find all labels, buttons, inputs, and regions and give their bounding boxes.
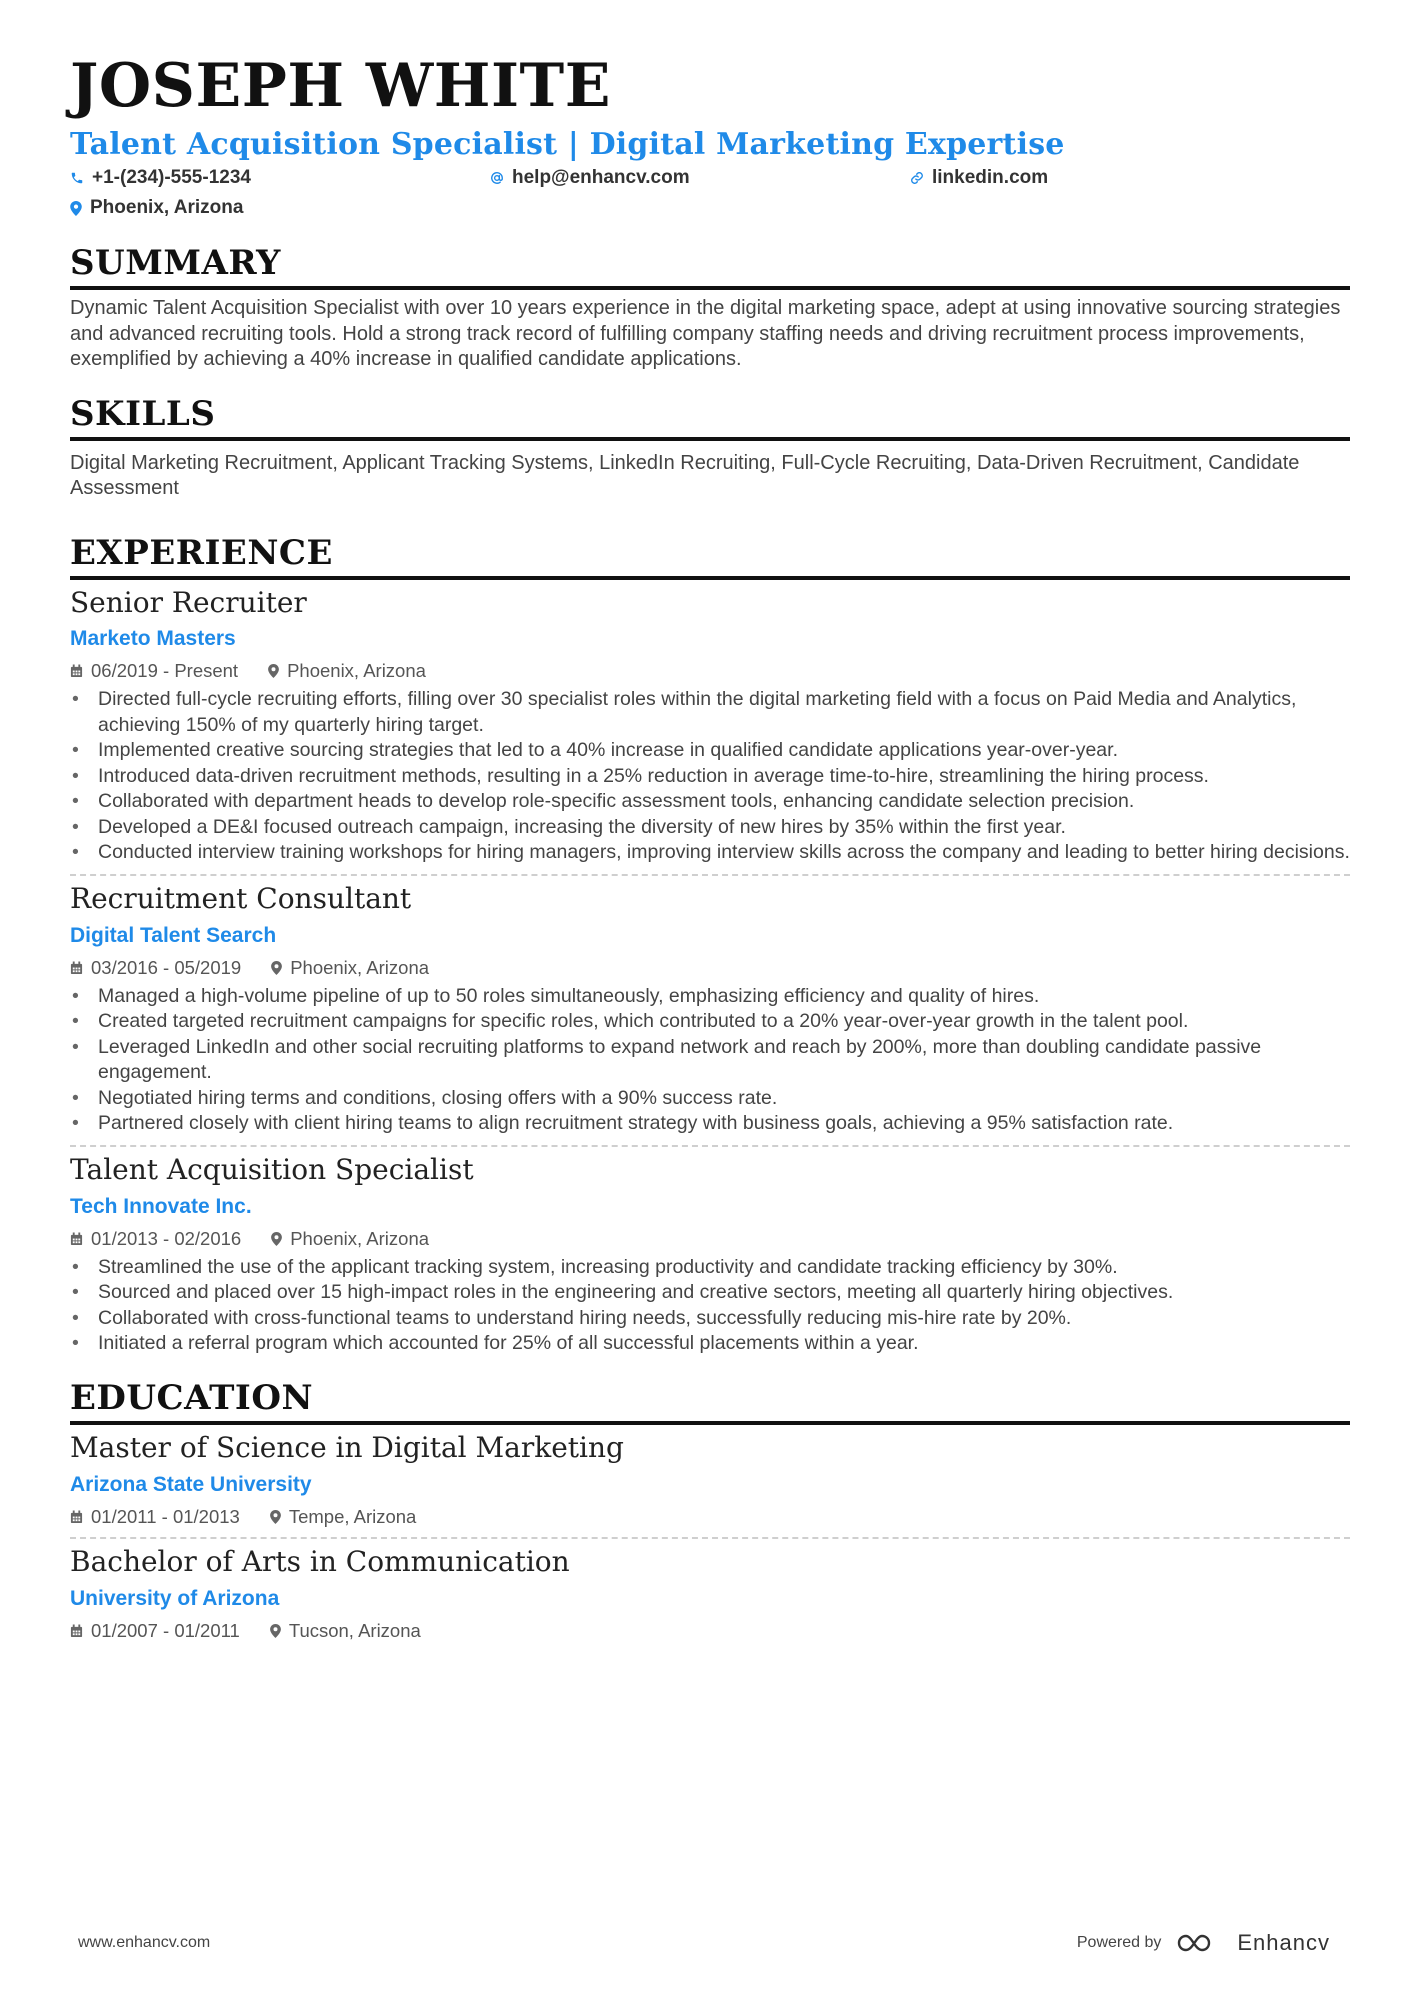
skills-text: Digital Marketing Recruitment, Applicant Tracking Systems, LinkedIn Recruiting, Full-Cycle Recruiting, Data-Driven Recruitment, Candidate Assessment	[70, 451, 1300, 499]
date-item	[70, 660, 238, 682]
skills-section	[70, 393, 1350, 502]
job-bullet: • Developed a DE&I focused outreach campaign, increasing the diversity of new hires by 35% within the first year.	[70, 815, 1350, 841]
date-range: 01/2007 - 01/2011	[91, 1619, 240, 1641]
summary-section	[70, 243, 1350, 373]
education-heading: EDUCATION	[70, 1381, 1350, 1425]
job-bullet: • Created targeted recruitment campaigns for specific roles, which contributed to a 20% year-over-year growth in the talent pool.	[70, 1009, 1350, 1035]
job-bullet: • Initiated a referral program which accounted for 25% of all successful placements within a year.	[70, 1331, 1350, 1357]
education-list	[70, 1430, 1350, 1643]
experience-entry	[70, 881, 1350, 1147]
entry-divider	[70, 1537, 1350, 1539]
calendar-icon	[70, 961, 83, 975]
job-company: Tech Innovate Inc.	[70, 1194, 252, 1218]
location-pin-icon	[270, 1624, 281, 1638]
at-icon	[490, 171, 504, 185]
job-role: Talent Acquisition Specialist	[70, 1152, 474, 1186]
meta-row	[70, 659, 1350, 683]
entry-location: Phoenix, Arizona	[290, 1227, 430, 1249]
meta-row	[70, 1505, 1350, 1529]
job-company: Marketo Masters	[70, 627, 236, 651]
calendar-icon	[70, 1624, 83, 1638]
calendar-icon	[70, 1232, 83, 1246]
experience-entry	[70, 1152, 1350, 1357]
degree-title: Master of Science in Digital Marketing	[70, 1430, 624, 1464]
experience-section	[70, 532, 1350, 1357]
link-icon	[910, 171, 924, 185]
location-item	[268, 660, 426, 682]
job-role: Senior Recruiter	[70, 585, 307, 619]
job-bullets	[70, 687, 1350, 866]
meta-row	[70, 1227, 1350, 1251]
location-pin-icon	[70, 201, 82, 216]
powered-by-label: Powered by	[1076, 1934, 1162, 1951]
location-pin-icon	[271, 961, 282, 975]
job-bullets	[70, 1255, 1350, 1357]
school-name: University of Arizona	[70, 1586, 280, 1610]
experience-entry	[70, 585, 1350, 876]
location-text: Phoenix, Arizona	[90, 197, 244, 218]
job-bullet: • Sourced and placed over 15 high-impact roles in the engineering and creative sectors, meeting all quarterly hiring objectives.	[70, 1280, 1350, 1306]
resume-page	[70, 51, 1350, 1643]
location-pin-icon	[268, 664, 279, 678]
education-section	[70, 1377, 1350, 1643]
date-range: 06/2019 - Present	[91, 660, 239, 682]
entry-location: Tucson, Arizona	[288, 1619, 421, 1641]
location-item	[270, 1506, 417, 1528]
job-role: Recruitment Consultant	[70, 881, 412, 915]
website-text: linkedin.com	[932, 167, 1049, 188]
entry-location: Phoenix, Arizona	[287, 660, 426, 682]
summary-text: Dynamic Talent Acquisition Specialist with over 10 years experience in the digital marketing space, adept at using innovative sourcing strategies and advanced recruiting tools. Hold a strong track record of fulfilling company staffing needs and driving recruitment process improvements, exemplified by achieving a 40% increase in qualified candidate applications.	[70, 297, 1341, 370]
contact-location	[70, 196, 490, 220]
page-footer	[78, 1930, 1330, 1956]
summary-heading: SUMMARY	[70, 246, 1350, 290]
brand-block	[1077, 1930, 1330, 1956]
date-item	[70, 1620, 240, 1642]
contact-phone[interactable]	[70, 166, 490, 190]
entry-divider	[70, 1145, 1350, 1147]
job-bullet: • Leveraged LinkedIn and other social recruiting platforms to expand network and reach by 200%, more than doubling candidate passive engagement.	[70, 1035, 1350, 1086]
job-bullet: • Implemented creative sourcing strategies that led to a 40% increase in qualified candidate applications year-over-year.	[70, 738, 1350, 764]
entry-location: Phoenix, Arizona	[290, 956, 430, 978]
job-bullet: • Conducted interview training workshops for hiring managers, improving interview skills across the company and leading to better hiring decisions.	[70, 840, 1350, 866]
resume-header	[70, 51, 1350, 220]
job-bullet: • Introduced data-driven recruitment methods, resulting in a 25% reduction in average time-to-hire, streamlining the hiring process.	[70, 764, 1350, 790]
meta-row	[70, 956, 1350, 980]
location-item	[270, 1620, 421, 1642]
date-range: 01/2013 - 02/2016	[91, 1227, 242, 1249]
phone-icon	[70, 171, 84, 185]
entry-location: Tempe, Arizona	[288, 1505, 417, 1527]
experience-list	[70, 585, 1350, 1357]
date-item	[70, 1228, 241, 1250]
location-item	[271, 1228, 429, 1250]
enhancv-logo-icon	[1175, 1931, 1223, 1955]
contact-website[interactable]	[910, 166, 1330, 190]
education-entry	[70, 1430, 1350, 1539]
job-company: Digital Talent Search	[70, 923, 277, 947]
phone-text: +1-(234)-555-1234	[92, 167, 251, 188]
footer-website[interactable]: www.enhancv.com	[78, 1934, 211, 1951]
job-bullet: • Collaborated with department heads to develop role-specific assessment tools, enhancing candidate selection precision.	[70, 789, 1350, 815]
education-entry	[70, 1544, 1350, 1643]
job-bullet: • Collaborated with cross-functional teams to understand hiring needs, successfully reducing mis-hire rate by 20%.	[70, 1306, 1350, 1332]
job-bullet: • Directed full-cycle recruiting efforts, filling over 30 specialist roles within the digital marketing field with a focus on Paid Media and Analytics, achieving 150% of my quarterly hiring target.	[70, 687, 1350, 738]
degree-title: Bachelor of Arts in Communication	[70, 1544, 570, 1578]
location-item	[271, 957, 429, 979]
job-bullet: • Negotiated hiring terms and conditions, closing offers with a 90% success rate.	[70, 1086, 1350, 1112]
email-text: help@enhancv.com	[512, 167, 690, 188]
candidate-name: JOSEPH WHITE	[70, 51, 611, 121]
candidate-title: Talent Acquisition Specialist | Digital Marketing Expertise	[70, 127, 1065, 162]
date-item	[70, 957, 241, 979]
location-pin-icon	[271, 1232, 282, 1246]
job-bullets	[70, 984, 1350, 1137]
entry-divider	[70, 874, 1350, 876]
calendar-icon	[70, 1510, 83, 1524]
school-name: Arizona State University	[70, 1472, 312, 1496]
date-range: 01/2011 - 01/2013	[91, 1505, 240, 1527]
experience-heading: EXPERIENCE	[70, 536, 1350, 580]
meta-row	[70, 1619, 1350, 1643]
calendar-icon	[70, 664, 83, 678]
date-item	[70, 1506, 240, 1528]
location-pin-icon	[270, 1510, 281, 1524]
contact-info	[70, 166, 1350, 220]
job-bullet: • Streamlined the use of the applicant tracking system, increasing productivity and candidate tracking efficiency by 30%.	[70, 1255, 1350, 1281]
skills-heading: SKILLS	[70, 397, 1350, 441]
brand-name: Enhancv	[1237, 1930, 1330, 1955]
job-bullet: • Managed a high-volume pipeline of up to 50 roles simultaneously, emphasizing efficiency and quality of hires.	[70, 984, 1350, 1010]
date-range: 03/2016 - 05/2019	[91, 956, 242, 978]
contact-email[interactable]	[490, 166, 910, 190]
job-bullet: • Partnered closely with client hiring teams to align recruitment strategy with business goals, achieving a 95% satisfaction rate.	[70, 1111, 1350, 1137]
